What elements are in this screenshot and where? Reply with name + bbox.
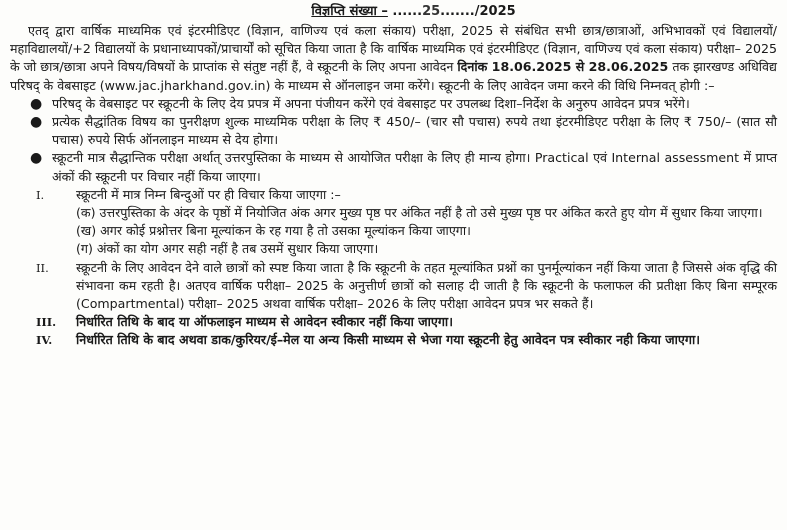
bullet-item-registration bbox=[30, 95, 777, 113]
bullet-item-theory-only bbox=[30, 149, 777, 185]
notice-year: /2025 bbox=[474, 4, 516, 19]
roman-text: स्क्रूटनी में मात्र निम्न बिन्दुओं पर ही विचार किया जाएगा :– bbox=[76, 186, 341, 202]
roman-item-2 bbox=[36, 259, 777, 314]
roman-item-4 bbox=[36, 331, 777, 349]
sub-item-ka: (क) उत्तरपुस्तिका के अंदर के पृष्ठों में नियोजित अंक अगर मुख्य पृष्ठ पर अंकित नहीं है तो उसे मुख्य पृष्ठ पर अंकित करते हुए योग में सुधार किया जाएगा। bbox=[76, 205, 763, 221]
roman-item-3 bbox=[36, 313, 777, 331]
roman-item-1 bbox=[36, 186, 777, 204]
roman-text: स्क्रूटनी के लिए आवेदन देने वाले छात्रों को स्पष्ट किया जाता है कि स्क्रूटनी के तहत मूल्यांकित प्रश्नों का पुनर्मूल्यांकन नहीं किया जाता है जिससे अंक वृद्धि की संभावना कम रहती है। अतएव वार्षिक परीक्षा– 2025 के अनुत्तीर्ण छात्रों को सलाह दी जाती है कि स्क्रूटनी के फलाफल की प्रतीक्षा किए बिना सम्पूरक (Compartmental) परीक्षा– 2025 अथवा वार्षिक परीक्षा– 2026 के लिए परीक्षा आवेदन प्रपत्र भर सकते हैं। bbox=[76, 259, 777, 312]
roman-numeral: I. bbox=[36, 187, 45, 202]
bullet-item-fee bbox=[30, 113, 777, 149]
roman-numeral: II. bbox=[36, 260, 49, 275]
intro-paragraph bbox=[10, 22, 777, 95]
intro-text-part2: तक झारखण्ड अधिविद्य परिषद् के वेबसाइट (www.jac.jharkhand.gov.in) के माध्यम से ऑनलाइन जमा करेंगे। स्क्रूटनी के लिए आवेदन जमा करने की विधि निम्नवत् होगी :– bbox=[10, 59, 777, 93]
bullet-text: स्क्रूटनी मात्र सैद्धान्तिक परीक्षा अर्थात् उत्तरपुस्तिका के माध्यम से आयोजित परीक्षा के लिए ही मान्य होगा। Practical एवं Internal assessment में प्राप्त अंकों की स्क्रूटनी पर विचार नहीं किया जाएगा। bbox=[52, 150, 777, 184]
notice-heading-dots-right: ....... bbox=[440, 4, 475, 19]
intro-text-part1: एतद् द्वारा वार्षिक माध्यमिक एवं इंटरमीडिएट (विज्ञान, वाणिज्य एवं कला संकाय) परीक्षा, 2025 से संबंधित सभी छात्र/छात्राओं, अभिभावकों एवं विद्यालयों/महाविद्यालयों/+2 विद्यालयों के प्रधानाध्यापकों/प्राचार्यों को सूचित किया जाता है कि वार्षिक माध्यमिक एवं इंटरमीडिएट (विज्ञान, वाणिज्य एवं कला संकाय) परीक्षा– 2025 के जो छात्र/छात्रा अपने विषय/विषयों के प्राप्तांक से संतुष्ट नहीं हैं, वे स्क्रूटनी के लिए अपना आवेदन bbox=[10, 23, 777, 75]
notice-heading bbox=[50, 2, 777, 22]
bullet-text: प्रत्येक सैद्धांतिक विषय का पुनरीक्षण शुल्क माध्यमिक परीक्षा के लिए ₹ 450/– (चार सौ पचास) रुपये तथा इंटरमीडिएट परीक्षा के लिए ₹ 750/– (सात सौ पचास) रुपये सिर्फ ऑनलाइन माध्यम से देय होगा। bbox=[52, 114, 777, 148]
bullet-text: परिषद् के वेबसाइट पर स्क्रूटनी के लिए देय प्रपत्र में अपना पंजीयन करेंगे एवं वेबसाइट पर उपलब्ध दिशा–निर्देश के अनुरुप आवेदन प्रपत्र भरेंगे। bbox=[52, 95, 690, 111]
roman-numeral: IV. bbox=[36, 333, 53, 348]
notice-number: 25 bbox=[422, 4, 441, 19]
sub-item-kha: (ख) अगर कोई प्रश्नोत्तर बिना मूल्यांकन के रह गया है तो उसका मूल्यांकन किया जाएगा। bbox=[76, 223, 471, 239]
roman-numeral: III. bbox=[36, 315, 57, 330]
bullet-icon: ● bbox=[30, 150, 43, 167]
sub-item-ga: (ग) अंकों का योग अगर सही नहीं है तब उसमें सुधार किया जाएगा। bbox=[76, 241, 379, 257]
roman-text: निर्धारित तिथि के बाद या ऑफलाइन माध्यम से आवेदन स्वीकार नहीं किया जाएगा। bbox=[76, 314, 453, 330]
bullet-icon: ● bbox=[30, 114, 43, 131]
notice-heading-dots-left: ...... bbox=[392, 4, 423, 19]
roman-text: निर्धारित तिथि के बाद अथवा डाक/कुरियर/ई–मेल या अन्य किसी माध्यम से भेजा गया स्क्रूटनी हेतु आवेदन पत्र स्वीकार नही किया जाएगा। bbox=[76, 332, 700, 348]
notice-heading-label: विज्ञप्ति संख्या – bbox=[311, 4, 388, 19]
intro-date-range: दिनांक 18.06.2025 से 28.06.2025 bbox=[457, 59, 669, 75]
bullet-icon: ● bbox=[30, 95, 43, 112]
